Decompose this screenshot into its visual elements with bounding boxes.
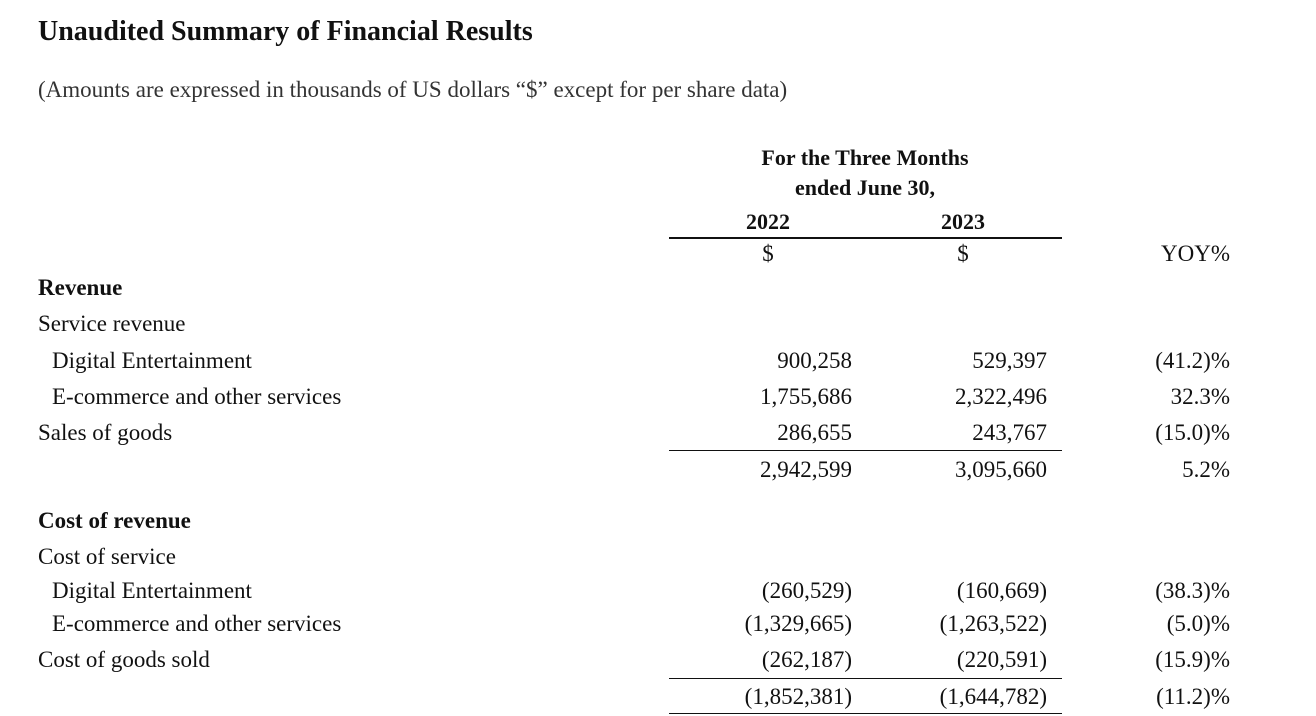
total-2022: 2,942,599 (760, 457, 852, 482)
value-2023: (220,591) (956, 647, 1047, 672)
value-yoy: (15.9)% (1155, 647, 1230, 672)
row-label: E-commerce and other services (52, 611, 342, 636)
header-rule (669, 237, 1062, 239)
service-revenue-heading: Service revenue (38, 311, 186, 336)
value-2022: (262,187) (761, 647, 852, 672)
year-2023-header: 2023 (941, 209, 985, 234)
value-2022: 1,755,686 (760, 384, 852, 409)
value-2023: 529,397 (972, 348, 1047, 373)
value-2023: (1,263,522) (939, 611, 1047, 636)
row-label: Sales of goods (38, 420, 173, 445)
currency-2022: $ (762, 241, 774, 266)
value-2022: 900,258 (777, 348, 852, 373)
row-label: E-commerce and other services (52, 384, 342, 409)
total-yoy: (11.2)% (1156, 684, 1230, 709)
value-yoy: (15.0)% (1155, 420, 1230, 445)
value-yoy: (41.2)% (1155, 348, 1230, 373)
cost-total-rule (669, 713, 1062, 714)
report-title: Unaudited Summary of Financial Results (38, 16, 533, 47)
total-2023: (1,644,782) (939, 684, 1047, 709)
value-yoy: 32.3% (1170, 384, 1230, 409)
yoy-header: YOY% (1161, 241, 1230, 266)
period-header-line1: For the Three Months (761, 145, 969, 170)
year-2022-header: 2022 (746, 209, 790, 234)
value-2022: 286,655 (777, 420, 852, 445)
revenue-heading: Revenue (38, 275, 123, 300)
value-2023: (160,669) (956, 578, 1047, 603)
currency-2023: $ (957, 241, 969, 266)
total-2022: (1,852,381) (744, 684, 852, 709)
row-label: Cost of goods sold (38, 647, 210, 672)
report-subtitle: (Amounts are expressed in thousands of US dollars “$” except for per share data) (38, 77, 788, 102)
row-label: Digital Entertainment (52, 578, 252, 603)
value-yoy: (38.3)% (1155, 578, 1230, 603)
period-header-line2: ended June 30, (795, 175, 935, 200)
value-2023: 243,767 (972, 420, 1047, 445)
total-yoy: 5.2% (1182, 457, 1230, 482)
value-2023: 2,322,496 (955, 384, 1047, 409)
cost-of-service-heading: Cost of service (38, 544, 176, 569)
value-2022: (260,529) (761, 578, 852, 603)
cost-of-revenue-heading: Cost of revenue (38, 508, 191, 533)
row-label: Digital Entertainment (52, 348, 252, 373)
total-2023: 3,095,660 (955, 457, 1047, 482)
revenue-subtotal-rule (669, 450, 1062, 451)
value-2022: (1,329,665) (744, 611, 852, 636)
value-yoy: (5.0)% (1166, 611, 1230, 636)
cost-subtotal-rule (669, 678, 1062, 679)
